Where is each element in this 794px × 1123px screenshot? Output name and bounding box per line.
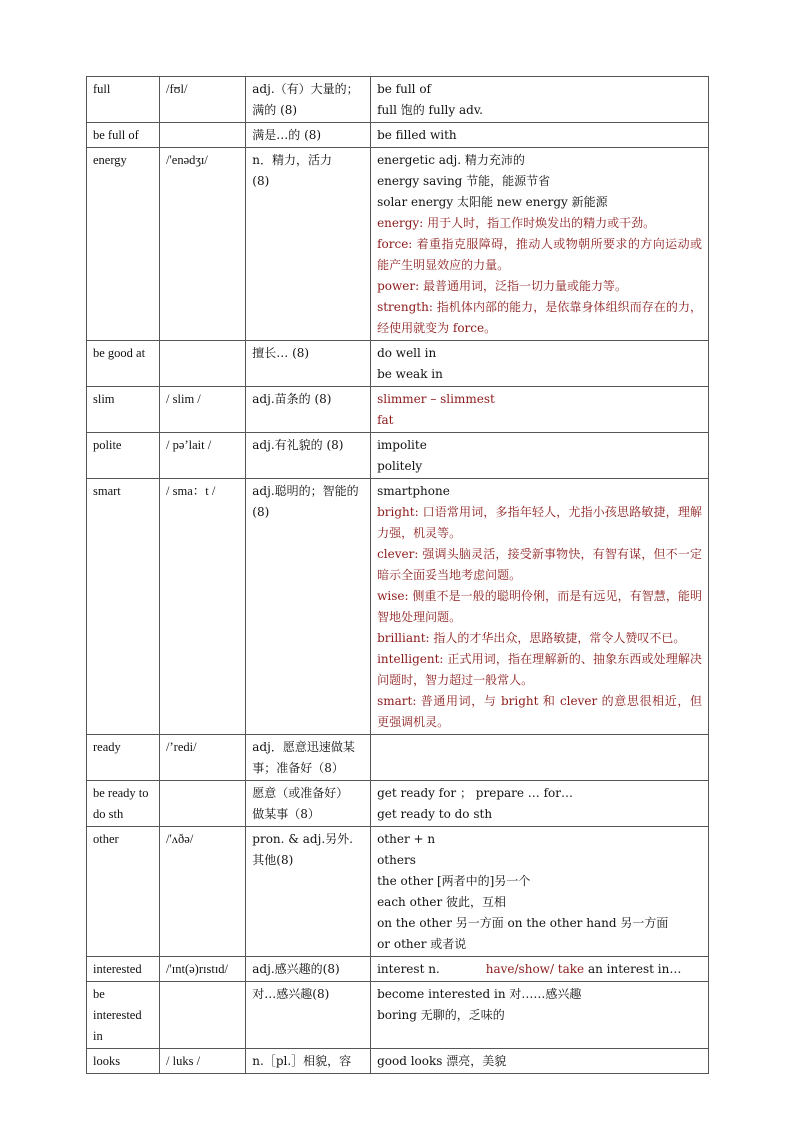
word-cell [87,479,160,735]
meaning-line: adj.有礼貌的 (8) [252,438,344,452]
note-line [377,628,702,649]
note-text: force: 着重指克服障碍，推动人或物朝所要求的方向运动或能产生明显效应的力量。 [377,237,702,272]
meaning-cell [246,827,371,957]
phonetic-cell [160,387,246,433]
word-text: be good at [93,346,146,360]
phonetic-text: /’redi/ [166,740,197,754]
phonetic-text: / slim / [166,392,201,406]
note-line [377,804,702,825]
word-text: full [93,82,111,96]
note-line [377,783,702,804]
note-line [377,234,702,276]
word-cell [87,735,160,781]
note-text: interest n. [377,962,440,976]
note-text: boring 无聊的，乏味的 [377,1008,505,1022]
meaning-cell [246,123,371,148]
meaning-cell [246,957,371,982]
word-cell [87,781,160,827]
word-cell [87,982,160,1049]
meaning-line: (8) [252,174,270,188]
note-text: smart: 普通用词，与 bright 和 clever 的意思很相近，但更强调机灵。 [377,694,702,729]
table-row [87,781,709,827]
phonetic-cell [160,479,246,735]
table-row [87,479,709,735]
phonetic-cell [160,735,246,781]
notes-cell [371,735,709,781]
note-text: solar energy 太阳能 new energy 新能源 [377,195,608,209]
meaning-line: 满的 (8) [252,103,298,117]
notes-cell [371,982,709,1049]
note-text: become interested in 对……感兴趣 [377,987,582,1001]
note-line [377,192,702,213]
note-text: energy saving 节能，能源节省 [377,174,551,188]
phonetic-cell [160,827,246,957]
meaning-cell [246,982,371,1049]
meaning-cell [246,1049,371,1074]
phonetic-text: / pə’lait / [166,438,212,452]
word-cell [87,77,160,123]
note-text: good looks 漂亮，美貌 [377,1054,507,1068]
meaning-line: 对…感兴趣(8) [252,987,330,1001]
word-text: slim [93,392,115,406]
meaning-line: 擅长… (8) [252,346,310,360]
note-line [377,934,702,955]
word-cell [87,1049,160,1074]
word-text: ready [93,740,121,754]
meaning-line: adj．愿意迅速做某 [252,740,355,754]
phonetic-cell [160,123,246,148]
note-text: smartphone [377,484,450,498]
phonetic-cell [160,1049,246,1074]
phonetic-text: /'ʌðə/ [166,832,194,846]
table-row [87,148,709,341]
meaning-line: 事；准备好（8） [252,761,344,775]
table-row [87,735,709,781]
note-line [377,389,702,410]
note-text: each other 彼此，互相 [377,895,507,909]
note-line [377,297,702,339]
note-line [377,829,702,850]
note-line [377,892,702,913]
notes-cell [371,341,709,387]
word-text: be ready to do sth [93,786,149,821]
word-cell [87,148,160,341]
word-text: looks [93,1054,121,1068]
word-text: energy [93,153,127,167]
meaning-cell [246,735,371,781]
note-line [377,1005,702,1026]
word-text: polite [93,438,122,452]
table-row [87,341,709,387]
note-line [377,649,702,691]
meaning-line: 愿意（或准备好） [252,786,349,800]
phonetic-text: /'enədʒɪ/ [166,153,208,167]
note-line [377,456,702,477]
meaning-cell [246,341,371,387]
table-row [87,77,709,123]
note-text: strength: 指机体内部的能力，是依靠身体组织而存在的力，经使用就变为 force。 [377,300,702,335]
meaning-line: adj.聪明的；智能的 [252,484,359,498]
note-line [377,586,702,628]
notes-cell [371,123,709,148]
word-text: be full of [93,128,139,142]
phonetic-cell [160,148,246,341]
note-text: energetic adj. 精力充沛的 [377,153,525,167]
word-cell [87,433,160,479]
note-text: wise: 侧重不是一般的聪明伶俐，而是有远见，有智慧，能明智地处理问题。 [377,589,702,624]
phonetic-text: /'ɪnt(ə)rɪstɪd/ [166,962,229,976]
note-line [377,364,702,385]
meaning-line: adj.（有）大量的； [252,82,359,96]
word-text: other [93,832,119,846]
note-line [377,435,702,456]
meaning-cell [246,387,371,433]
note-text: get ready to do sth [377,807,493,821]
table-row [87,1049,709,1074]
meaning-line: 做某事（8） [252,807,320,821]
table-row [87,827,709,957]
meaning-line: (8) [252,505,270,519]
note-red-text: have/show/ take [485,962,585,976]
note-line [377,850,702,871]
note-line [377,481,702,502]
word-cell [87,341,160,387]
notes-cell [371,781,709,827]
meaning-cell [246,148,371,341]
note-line [377,276,702,297]
table-row [87,982,709,1049]
note-text: full 饱的 fully adv. [377,103,483,117]
note-line [377,171,702,192]
note-line [377,79,702,100]
table-row [87,957,709,982]
note-text: politely [377,459,423,473]
meaning-line: 其他(8) [252,853,294,867]
note-text: impolite [377,438,427,452]
phonetic-text: / luks / [166,1054,201,1068]
word-text: be interested in [93,987,142,1043]
phonetic-cell [160,957,246,982]
note-text: slimmer – slimmest [377,392,495,406]
note-text: clever: 强调头脑灵活，接受新事物快，有智有谋，但不一定暗示全面妥当地考虑问题。 [377,547,702,582]
notes-cell [371,433,709,479]
meaning-line: adj.感兴趣的(8) [252,962,340,976]
meaning-cell [246,433,371,479]
phonetic-cell [160,77,246,123]
meaning-line: 满是…的 (8) [252,128,322,142]
notes-cell [371,77,709,123]
table-row [87,387,709,433]
note-text: others [377,853,416,867]
note-line [377,150,702,171]
table-row [87,123,709,148]
note-text: bright: 口语常用词，多指年轻人，尤指小孩思路敏捷，理解力强，机灵等。 [377,505,702,540]
word-cell [87,827,160,957]
note-text: power: 最普通用词，泛指一切力量或能力等。 [377,279,627,293]
notes-cell [371,1049,709,1074]
meaning-cell [246,479,371,735]
note-text: fat [377,413,394,427]
notes-cell [371,957,709,982]
note-line [377,544,702,586]
word-cell [87,957,160,982]
notes-cell [371,148,709,341]
word-cell [87,387,160,433]
note-text: or other 或者说 [377,937,467,951]
meaning-line: n．精力，活力 [252,153,333,167]
note-text: energy: 用于人时，指工作时焕发出的精力或干劲。 [377,216,656,230]
note-text: brilliant: 指人的才华出众，思路敏捷，常令人赞叹不已。 [377,631,686,645]
note-line [377,213,702,234]
phonetic-text: /fʊl/ [166,82,188,96]
note-text: intelligent: 正式用词，指在理解新的、抽象东西或处理解决问题时，智力超过一般常人。 [377,652,702,687]
table-row [87,433,709,479]
phonetic-text: / sma：t / [166,484,216,498]
note-text: be weak in [377,367,443,381]
meaning-cell [246,77,371,123]
note-line [377,1051,702,1072]
note-line [377,410,702,431]
note-text: do well in [377,346,437,360]
note-line [377,691,702,733]
notes-cell [371,387,709,433]
meaning-line: adj.苗条的 (8) [252,392,332,406]
note-text: the other [两者中的]另一个 [377,874,531,888]
meaning-cell [246,781,371,827]
note-line [377,502,702,544]
note-line [377,125,702,146]
note-line [377,343,702,364]
note-text: be filled with [377,128,457,142]
phonetic-cell [160,433,246,479]
word-text: smart [93,484,121,498]
notes-cell [371,479,709,735]
note-text: be full of [377,82,432,96]
word-text: interested [93,962,142,976]
notes-cell [371,827,709,957]
meaning-line: n.［pl.］相貌，容 [252,1054,352,1068]
phonetic-cell [160,341,246,387]
note-line [377,100,702,121]
note-tail-text: an interest in… [584,962,682,976]
note-line [377,984,702,1005]
meaning-line: pron. & adj.另外. [252,832,353,846]
phonetic-cell [160,781,246,827]
word-cell [87,123,160,148]
phonetic-cell [160,982,246,1049]
note-line [377,913,702,934]
note-line [377,871,702,892]
note-text: other + n [377,832,436,846]
note-text: on the other 另一方面 on the other hand 另一方面 [377,916,669,930]
vocabulary-table [86,76,709,1074]
note-text: get ready for ； prepare … for… [377,786,574,800]
note-line [377,959,702,980]
